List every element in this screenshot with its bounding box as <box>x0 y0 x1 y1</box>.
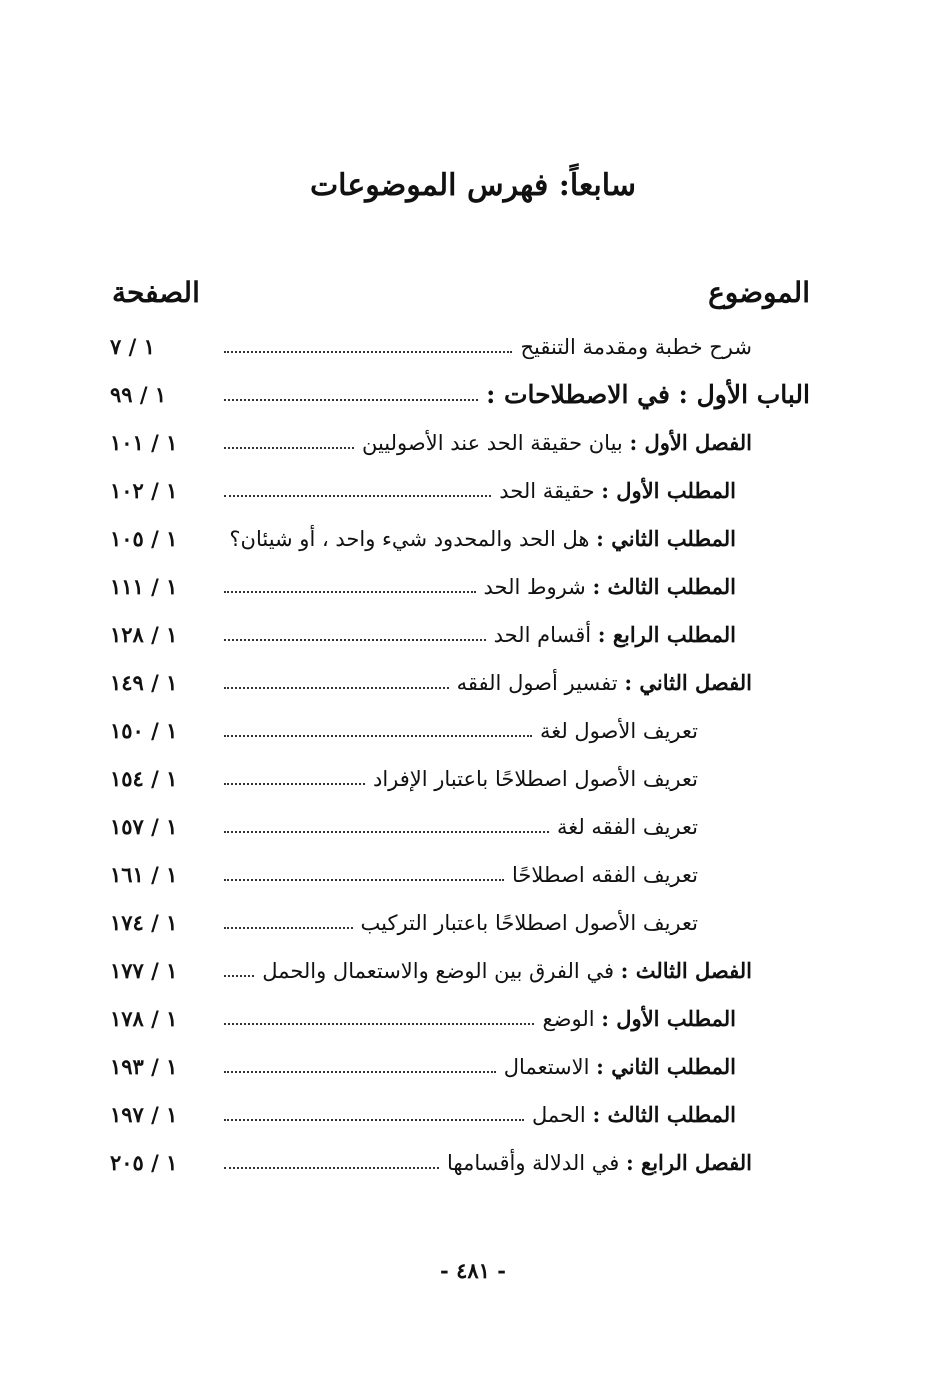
toc-entry-page: ١ / ٢٠٥ <box>110 1149 178 1175</box>
toc-entry-prefix: المطلب الثالث : <box>592 1101 736 1127</box>
toc-entry-prefix: الفصل الأول : <box>629 429 752 455</box>
leader-dots <box>224 591 476 593</box>
toc-entry <box>110 1042 810 1090</box>
toc-entry <box>110 898 810 946</box>
leader-dots <box>224 1167 439 1169</box>
leader-dots <box>224 687 449 689</box>
toc-entry-prefix: المطلب الثالث : <box>592 573 736 599</box>
toc-entry <box>110 418 810 466</box>
toc-entry <box>110 754 810 802</box>
toc-list <box>110 322 810 1186</box>
toc-entry-page: ١ / ١٩٧ <box>110 1101 178 1127</box>
toc-entry-page: ١ / ١٠٢ <box>110 477 178 503</box>
toc-entry-prefix: الفصل الثاني : <box>624 669 752 695</box>
toc-entry-page: ١ / ١٥٠ <box>110 717 178 743</box>
leader-dots <box>224 1119 524 1121</box>
toc-entry-text: بيان حقيقة الحد عند الأصوليين <box>361 430 630 455</box>
toc-entry-text: الاستعمال <box>503 1054 597 1079</box>
toc-entry-text: حقيقة الحد <box>499 478 602 503</box>
toc-entry <box>110 658 810 706</box>
toc-entry <box>110 370 810 418</box>
leader-dots <box>224 735 532 737</box>
toc-entry-page: ١ / ١٥٤ <box>110 765 178 791</box>
toc-entry-page: ١ / ٧ <box>110 333 155 359</box>
toc-entry-prefix: المطلب الأول : <box>601 1005 736 1031</box>
page-column-header: الصفحة <box>112 276 200 309</box>
toc-entry-prefix: الفصل الرابع : <box>625 1149 752 1175</box>
leader-dots <box>224 447 354 449</box>
toc-entry <box>110 514 810 562</box>
toc-entry-text: شرح خطبة ومقدمة التنقيح <box>520 334 752 359</box>
toc-entry-text: تفسير أصول الفقه <box>456 670 625 695</box>
toc-entry <box>110 706 810 754</box>
leader-dots <box>224 831 549 833</box>
toc-entry-prefix: المطلب الثاني : <box>596 525 736 551</box>
toc-entry <box>110 322 810 370</box>
toc-entry-text: تعريف الأصول اصطلاحًا باعتبار التركيب <box>360 910 698 935</box>
leader-dots <box>224 351 512 353</box>
toc-entry <box>110 946 810 994</box>
toc-entry-text: أقسام الحد <box>493 622 598 647</box>
toc-entry-text: شروط الحد <box>483 574 593 599</box>
toc-entry-text: الباب الأول : في الاصطلاحات : <box>486 379 810 409</box>
toc-entry <box>110 1090 810 1138</box>
toc-entry <box>110 802 810 850</box>
toc-entry-page: ١ / ١٥٧ <box>110 813 178 839</box>
leader-dots <box>224 783 365 785</box>
leader-dots <box>224 927 353 929</box>
toc-entry-page: ١ / ١٠١ <box>110 429 178 455</box>
toc-entry-text: تعريف الأصول اصطلاحًا باعتبار الإفراد <box>372 766 698 791</box>
toc-entry <box>110 466 810 514</box>
toc-entry <box>110 850 810 898</box>
leader-dots <box>224 1071 496 1073</box>
leader-dots <box>224 639 486 641</box>
toc-entry-page: ١ / ١١١ <box>110 573 178 599</box>
toc-entry-page: ١ / ١٧٧ <box>110 957 178 983</box>
toc-entry-text: الوضع <box>542 1006 602 1031</box>
toc-entry-page: ١ / ١٧٨ <box>110 1005 178 1031</box>
toc-entry-text: هل الحد والمحدود شيء واحد ، أو شيئان؟ <box>229 526 597 551</box>
toc-entry-text: الحمل <box>531 1102 593 1127</box>
toc-entry-page: ١ / ١٢٨ <box>110 621 178 647</box>
leader-dots <box>224 879 504 881</box>
toc-entry <box>110 562 810 610</box>
toc-entry-page: ١ / ١٦١ <box>110 861 178 887</box>
toc-entry-text: تعريف الفقه اصطلاحًا <box>511 862 698 887</box>
topic-column-header: الموضوع <box>708 276 810 309</box>
toc-entry-page: ١ / ٩٩ <box>110 381 167 407</box>
toc-entry <box>110 1138 810 1186</box>
leader-dots <box>224 975 254 977</box>
leader-dots <box>224 1023 534 1025</box>
toc-entry-page: ١ / ١٧٤ <box>110 909 178 935</box>
toc-entry-page: ١ / ١٤٩ <box>110 669 178 695</box>
toc-entry-prefix: المطلب الأول : <box>601 477 736 503</box>
toc-entry-page: ١ / ١٠٥ <box>110 525 178 551</box>
toc-entry-page: ١ / ١٩٣ <box>110 1053 178 1079</box>
toc-entry-prefix: الفصل الثالث : <box>620 957 752 983</box>
toc-entry-text: في الفرق بين الوضع والاستعمال والحمل <box>262 958 621 983</box>
toc-entry <box>110 994 810 1042</box>
toc-entry-text: تعريف الأصول لغة <box>539 718 698 743</box>
toc-entry-text: تعريف الفقه لغة <box>556 814 698 839</box>
leader-dots <box>224 399 478 401</box>
toc-entry-text: في الدلالة وأقسامها <box>447 1150 626 1175</box>
page-number: - ٤٨١ - <box>440 1258 506 1283</box>
toc-entry <box>110 610 810 658</box>
leader-dots <box>224 495 491 497</box>
toc-entry-prefix: المطلب الرابع : <box>597 621 736 647</box>
toc-entry-prefix: المطلب الثاني : <box>596 1053 736 1079</box>
page-title: سابعاً: فهرس الموضوعات <box>309 168 637 203</box>
